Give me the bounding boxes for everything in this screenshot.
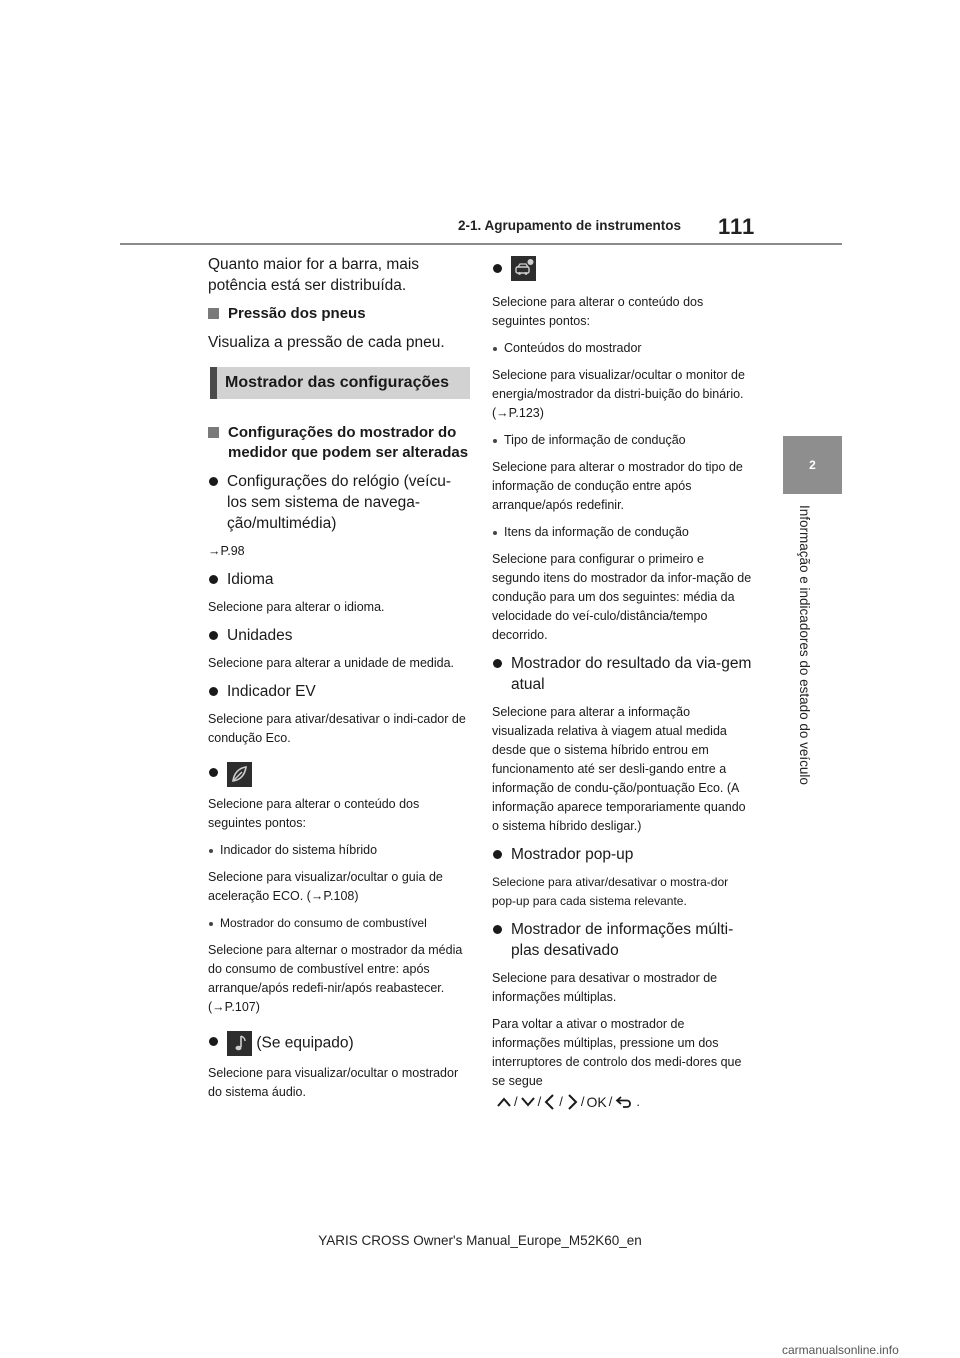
drive-info-items-text: Selecione para configurar o primeiro e segundo itens do mostrador da infor-mação de condução para um dos seguintes: média da velocidade do veí-culo/distância/tempo decorrido. xyxy=(492,552,752,642)
small-bullet-icon xyxy=(493,439,497,443)
manual-footer: YARIS CROSS Owner's Manual_Europe_M52K60_en xyxy=(318,1233,642,1248)
back-arrow-icon xyxy=(614,1094,634,1110)
left-column xyxy=(208,254,470,1110)
square-bullet-icon xyxy=(208,427,219,438)
bullet-dot-icon xyxy=(209,575,218,584)
eco-sub-item-fuel: Mostrador do consumo de combustível xyxy=(208,914,470,933)
bullet-dot-icon xyxy=(209,631,218,640)
chapter-side-title: Informação e indicadores do estado do veículo xyxy=(797,505,812,785)
right-chevron-icon xyxy=(565,1093,579,1111)
drive-info-text: Selecione para alterar o conteúdo dos seguintes pontos: xyxy=(492,295,704,328)
eco-item xyxy=(208,762,470,787)
bullet-dot-icon xyxy=(209,477,218,486)
display-content-text: Selecione para visualizar/ocultar o monitor de energia/mostrador da distri-buição do binário. (→P.123) xyxy=(492,368,745,420)
section-title-box: Mostrador das configurações xyxy=(210,367,470,399)
units-item: Unidades xyxy=(208,625,470,646)
small-bullet-icon xyxy=(493,347,497,351)
audio-text: Selecione para visualizar/ocultar o mostrador do sistema áudio. xyxy=(208,1066,459,1099)
audio-item: (Se equipado) xyxy=(208,1031,470,1056)
bullet-dot-icon xyxy=(209,687,218,696)
drive-info-type-text: Selecione para alterar o mostrador do tipo de informação de condução entre após arranque/após redefinir. xyxy=(492,460,743,512)
bullet-dot-icon xyxy=(493,850,502,859)
units-text: Selecione para alterar a unidade de medida. xyxy=(208,656,455,670)
down-chevron-icon xyxy=(520,1095,536,1109)
left-chevron-icon xyxy=(543,1093,557,1111)
small-bullet-icon xyxy=(209,922,213,926)
bullet-dot-icon xyxy=(209,1037,218,1046)
bullet-dot-icon xyxy=(493,659,502,668)
bullet-dot-icon xyxy=(209,768,218,777)
trip-result-item: Mostrador do resultado da via-gem atual xyxy=(492,653,754,695)
popup-text: Selecione para ativar/desativar o mostra-dor pop-up para cada sistema relevante. xyxy=(492,875,729,908)
leaf-eco-icon xyxy=(227,762,252,787)
music-note-icon xyxy=(227,1031,252,1056)
multi-info-off-text: Selecione para desativar o mostrador de informações múltiplas. xyxy=(492,971,718,1004)
language-text: Selecione para alterar o idioma. xyxy=(208,600,385,614)
clock-item: Configurações do relógio (veícu-los sem sistema de navega-ção/multimédia) xyxy=(208,471,470,534)
small-bullet-icon xyxy=(493,531,497,535)
section-header-title: 2-1. Agrupamento de instrumentos xyxy=(458,218,682,233)
drive-info-type-sub: Tipo de informação de condução xyxy=(492,431,754,450)
eco-text: Selecione para alterar o conteúdo dos seguintes pontos: xyxy=(208,797,420,830)
control-switches-row: / / / / OK / . xyxy=(496,1091,754,1112)
intro-text: Quanto maior for a barra, mais potência está ser distribuída. xyxy=(208,256,420,294)
multi-info-off-item: Mostrador de informações múlti-plas desativado xyxy=(492,919,754,961)
square-bullet-icon xyxy=(208,308,219,319)
settings-heading: Configurações do mostrador do medidor que podem ser alteradas xyxy=(208,423,470,463)
eco-sub-fuel-text: Selecione para alternar o mostrador da média do consumo de combustível entre: após arranque/após redefi-nir/após reabastecer. (→P.107) xyxy=(208,943,463,1014)
ok-label: OK xyxy=(586,1093,607,1110)
header-rule xyxy=(120,243,842,245)
up-chevron-icon xyxy=(496,1095,512,1109)
drive-info-item xyxy=(492,256,754,281)
reenable-text: Para voltar a ativar o mostrador de informações múltiplas, pressione um dos interruptores de controlo dos medi-dores que se segue xyxy=(492,1017,742,1088)
tire-pressure-heading: Pressão dos pneus xyxy=(208,304,470,324)
watermark: carmanualsonline.info xyxy=(782,1343,899,1357)
ev-indicator-item: Indicador EV xyxy=(208,681,470,702)
display-content-sub: Conteúdos do mostrador xyxy=(492,339,754,358)
bullet-dot-icon xyxy=(493,264,502,273)
bullet-dot-icon xyxy=(493,925,502,934)
car-drive-info-icon xyxy=(511,256,536,281)
chapter-tab: 2 xyxy=(783,436,842,494)
drive-info-items-sub: Itens da informação de condução xyxy=(492,523,754,542)
tire-pressure-text: Visualiza a pressão de cada pneu. xyxy=(208,334,445,351)
eco-sub-hybrid-text: Selecione para visualizar/ocultar o guia de aceleração ECO. (→P.108) xyxy=(208,870,443,903)
popup-item: Mostrador pop-up xyxy=(492,844,754,865)
clock-page-ref: →P.98 xyxy=(208,544,245,558)
page-number: 111 xyxy=(718,214,756,239)
small-bullet-icon xyxy=(209,849,213,853)
eco-sub-item-hybrid: Indicador do sistema híbrido xyxy=(208,841,470,860)
ev-indicator-text: Selecione para ativar/desativar o indi-cador de condução Eco. xyxy=(208,712,466,745)
right-column xyxy=(492,256,754,1112)
trip-result-text: Selecione para alterar a informação visualizada relativa à viagem atual medida desde que o sistema híbrido entrou em funcionamento até ser desli-gando entre a informação de condu-ção/pontuação Eco. (A informação aparece temporariamente quando o sistema híbrido desligar.) xyxy=(492,705,746,833)
language-item: Idioma xyxy=(208,569,470,590)
